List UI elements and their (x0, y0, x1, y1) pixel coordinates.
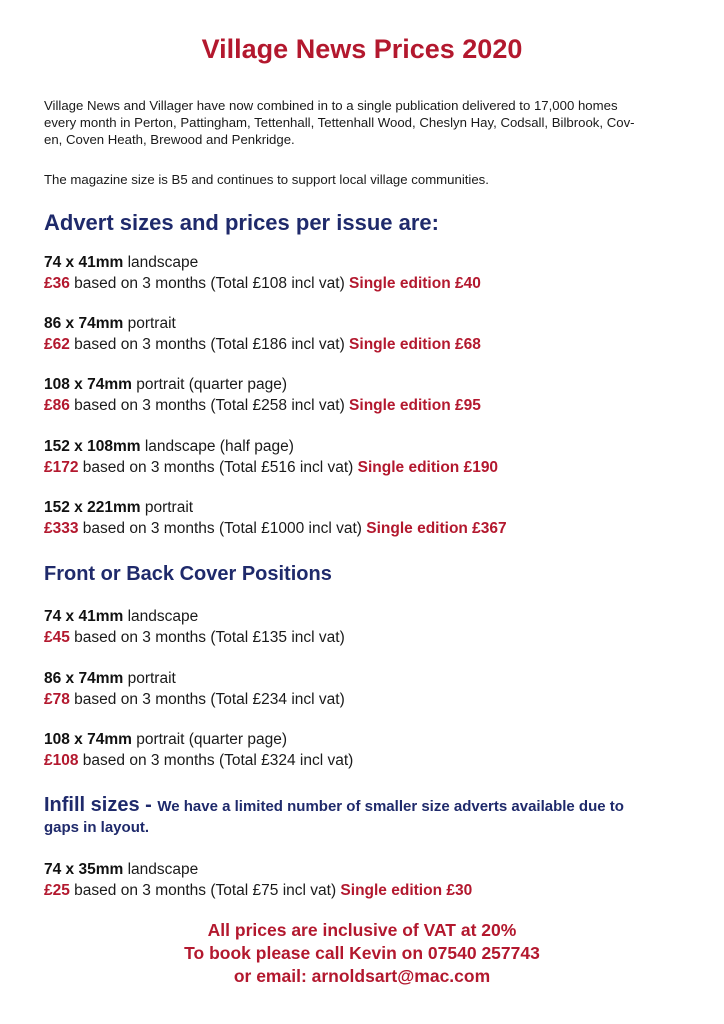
cover-item (44, 669, 704, 710)
advert-price: £36 (44, 274, 70, 292)
advert-single-edition: Single edition £367 (366, 519, 507, 537)
intro-line-1: Village News and Villager have now combined in to a single publication delivered to 17,000 homes (44, 98, 618, 113)
advert-size: 108 x 74mm (44, 376, 132, 393)
advert-terms: based on 3 months (Total £186 incl vat) (69, 335, 350, 353)
intro-line-3: en, Coven Heath, Brewood and Penkridge. (44, 131, 295, 147)
infill-price: £25 (44, 881, 70, 899)
advert-description: portrait (140, 499, 194, 516)
infill-terms: based on 3 months (Total £75 incl vat) (69, 881, 341, 899)
cover-positions-heading: Front or Back Cover Positions (44, 563, 332, 585)
advert-price: £86 (44, 396, 70, 414)
infill-sizes-heading: Infill sizes - (44, 794, 158, 816)
cover-terms: based on 3 months (Total £135 incl vat) (69, 628, 345, 646)
advert-item (44, 375, 704, 416)
cover-size: 86 x 74mm (44, 670, 124, 687)
booking-email: or email: arnoldsart@mac.com (233, 966, 491, 986)
infill-size: 74 x 35mm (44, 861, 124, 878)
advert-description: portrait (quarter page) (131, 376, 287, 393)
cover-description: portrait (quarter page) (131, 731, 287, 748)
intro-paragraph (44, 98, 684, 148)
advert-item (44, 437, 704, 478)
vat-note: All prices are inclusive of VAT at 20% (207, 920, 517, 940)
cover-size: 108 x 74mm (44, 731, 132, 748)
infill-note-line-1: We have a limited number of smaller size adverts available due to (157, 798, 624, 815)
infill-description: landscape (123, 861, 199, 878)
cover-price: £78 (44, 690, 70, 708)
cover-price: £108 (44, 751, 79, 769)
cover-item (44, 607, 704, 648)
advert-single-edition: Single edition £190 (357, 458, 499, 476)
advert-size: 152 x 221mm (44, 499, 141, 516)
cover-item (44, 730, 704, 771)
advert-price: £172 (44, 458, 79, 476)
advert-sizes-heading: Advert sizes and prices per issue are: (44, 210, 439, 235)
advert-single-edition: Single edition £95 (349, 396, 481, 414)
cover-description: landscape (123, 608, 199, 625)
cover-terms: based on 3 months (Total £234 incl vat) (69, 690, 345, 708)
booking-footer (0, 919, 724, 988)
infill-single-edition: Single edition £30 (340, 881, 473, 899)
advert-terms: based on 3 months (Total £1000 incl vat) (78, 519, 367, 537)
advert-description: landscape (half page) (140, 438, 294, 455)
advert-price: £62 (44, 335, 70, 353)
intro-line-2: every month in Perton, Pattingham, Tettenhall, Tettenhall Wood, Cheslyn Hay, Codsall, Bilbrook, Cov- (44, 114, 635, 130)
cover-description: portrait (123, 670, 176, 687)
magazine-size-note: The magazine size is B5 and continues to support local village communities. (44, 172, 489, 187)
advert-single-edition: Single edition £40 (349, 274, 481, 292)
advert-terms: based on 3 months (Total £516 incl vat) (78, 458, 358, 476)
advert-terms: based on 3 months (Total £108 incl vat) (69, 274, 350, 292)
advert-size: 152 x 108mm (44, 438, 141, 455)
advert-price: £333 (44, 519, 79, 537)
advert-single-edition: Single edition £68 (349, 335, 481, 353)
advert-item (44, 498, 704, 539)
advert-description: landscape (123, 254, 199, 271)
cover-size: 74 x 41mm (44, 608, 124, 625)
advert-terms: based on 3 months (Total £258 incl vat) (69, 396, 350, 414)
page-title: Village News Prices 2020 (201, 34, 523, 64)
infill-item (44, 860, 704, 901)
cover-price: £45 (44, 628, 70, 646)
advert-item (44, 314, 704, 355)
advert-size: 74 x 41mm (44, 254, 124, 271)
advert-item (44, 253, 704, 294)
advert-description: portrait (123, 315, 176, 332)
cover-terms: based on 3 months (Total £324 incl vat) (78, 751, 354, 769)
infill-heading-block (44, 795, 694, 838)
booking-phone: To book please call Kevin on 07540 257743 (184, 943, 540, 963)
infill-note-line-2: gaps in layout. (44, 819, 150, 836)
advert-size: 86 x 74mm (44, 315, 124, 332)
